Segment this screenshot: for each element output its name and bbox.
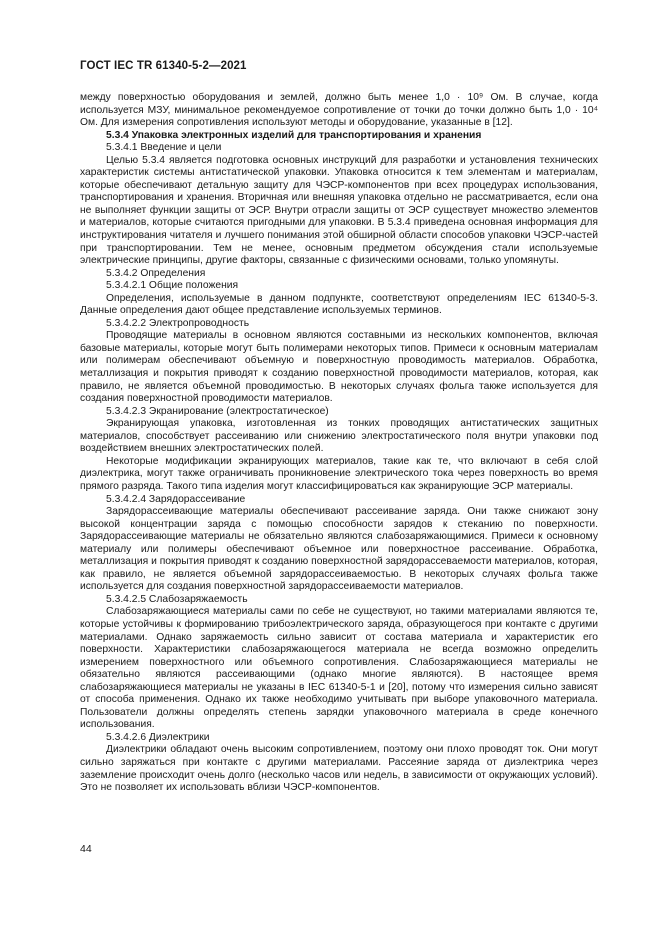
paragraph: Зарядорассеивающие материалы обеспечивают рассеивание заряда. Они также снижают зону высокой концентрации заряда с помощью способности зарядов к стеканию по поверхности. Зарядорассеивающие материалы не обязательно являются слабозаряжающимися. Примеси к основному материалу или полимеры обеспечивают объемное или поверхностное рассеивание. Обработка, металлизация и покрытия приводят к созданию поверхностной зарядорассеваемости материалов, которая, как правило, не является объемной зарядорассеиваемостью. В некоторых случаях фольга также используется для создания поверхностной зарядорассеиваемости материалов. — [80, 506, 598, 593]
subsection-heading: 5.3.4.2.4 Зарядорассеивание — [106, 493, 246, 505]
paragraph: Диэлектрики обладают очень высоким сопротивлением, поэтому они плохо проводят ток. Они могут сильно заряжаться при контакте с другими материалами. Рассеяние заряда от диэлектрика через заземление происходит очень долго (несколько часов или недель, в зависимости от окружающих условий). Это не позволяет их использовать вблизи ЧЭСР-компонентов. — [80, 744, 598, 794]
subsection-heading: 5.3.4.1 Введение и цели — [106, 142, 222, 154]
document-header: ГОСТ IEC TR 61340-5-2—2021 — [80, 60, 247, 72]
document-body — [80, 92, 598, 795]
paragraph: Целью 5.3.4 является подготовка основных инструкций для разработки и установления технических характеристик системы антистатической упаковки. Упаковка относится к тем элементам и материалам, которые обеспечивают детальную защиту для ЧЭСР-компонентов при всех процедурах использования, транспортирования и хранения. Вторичная или внешняя упаковка отдельно не рассматривается, если она не выполняет функции защиты от ЭСР. Внутри отрасли защиты от ЭСР существует множество элементов и материалов, которые считаются пригодными для упаковки. В 5.3.4 приведена основная информация для инструктирования читателя и лучшего понимания этой обширной области способов упаковки ЧЭСР-частей при транспортировании. Тем не менее, основным предметом обсуждения стали используемые электрические принципы, другие факторы, связанные с физическими основами, только упомянуты. — [80, 154, 598, 267]
subsection-heading: 5.3.4.2.3 Экранирование (электростатическое) — [106, 405, 329, 417]
paragraph: Определения, используемые в данном подпункте, соответствуют определениям IEC 61340-5-3. Данные определения дают общее представление используемых терминов. — [80, 292, 598, 317]
subsection-heading: 5.3.4.2 Определения — [106, 267, 206, 279]
paragraph: Слабозаряжающиеся материалы сами по себе не существуют, но такими материалами являются те, которые устойчивы к формированию трибоэлектрического заряда, образующегося при контакте с другими материалами. Однако заряжаемость сильно зависит от состава материала и характеристик его поверхности. Характеристики слабозаряжающегося материала не всегда возможно определить измерением поверхностного или объемного сопротивления. Слабозаряжающиеся материалы не обязательно являются рассеивающими (однако многие являются). В настоящее время слабозаряжающиеся материалы не указаны в IEC 61340-5-1 и [20], потому что измерения сильно зависят от способа применения. Однако их также необходимо учитывать при выборе упаковочного материала. Пользователи должны определять степень зарядки упаковочного материала в среде конечного использования. — [80, 606, 598, 731]
paragraph: Некоторые модификации экранирующих материалов, такие как те, что включают в себя слой диэлектрика, могут также ограничивать проникновение электрического тока через поверхность во время прямого разряда. Такого типа изделия могут классифицироваться как экранирующие ЭСР материалы. — [80, 455, 598, 492]
subsection-heading: 5.3.4.2.6 Диэлектрики — [106, 731, 210, 743]
paragraph: между поверхностью оборудования и землей, должно быть менее 1,0 · 10⁹ Ом. В случае, когда используется МЗУ, минимальное рекомендуемое сопротивление от точки до точки должно быть 1,0 · 10⁴ Ом. Для измерения сопротивления используют методы и оборудование, указанные в [12]. — [80, 92, 598, 129]
paragraph: Проводящие материалы в основном являются составными из нескольких компонентов, включая базовые материалы, которые могут быть полимерами некоторых типов. Примеси к основным материалам или полимерам обеспечивают объемную и поверхностную проводимость материалов. Обработка, металлизация и покрытия приводят к созданию поверхностной проводимости материалов, которая, как правило, не является объемной проводимостью. В некоторых случаях фольга также используется для создания поверхностной проводимости материалов. — [80, 330, 598, 405]
paragraph: Экранирующая упаковка, изготовленная из тонких проводящих антистатических защитных материалов, способствует рассеиванию или снижению электростатического поля внутри упаковки под воздействием внешних электростатических полей. — [80, 418, 598, 455]
section-heading: 5.3.4 Упаковка электронных изделий для транспортирования и хранения — [106, 129, 482, 141]
subsection-heading: 5.3.4.2.2 Электропроводность — [106, 317, 250, 329]
subsection-heading: 5.3.4.2.5 Слабозаряжаемость — [106, 593, 248, 605]
page-number: 44 — [80, 843, 92, 855]
subsection-heading: 5.3.4.2.1 Общие положения — [106, 280, 239, 292]
